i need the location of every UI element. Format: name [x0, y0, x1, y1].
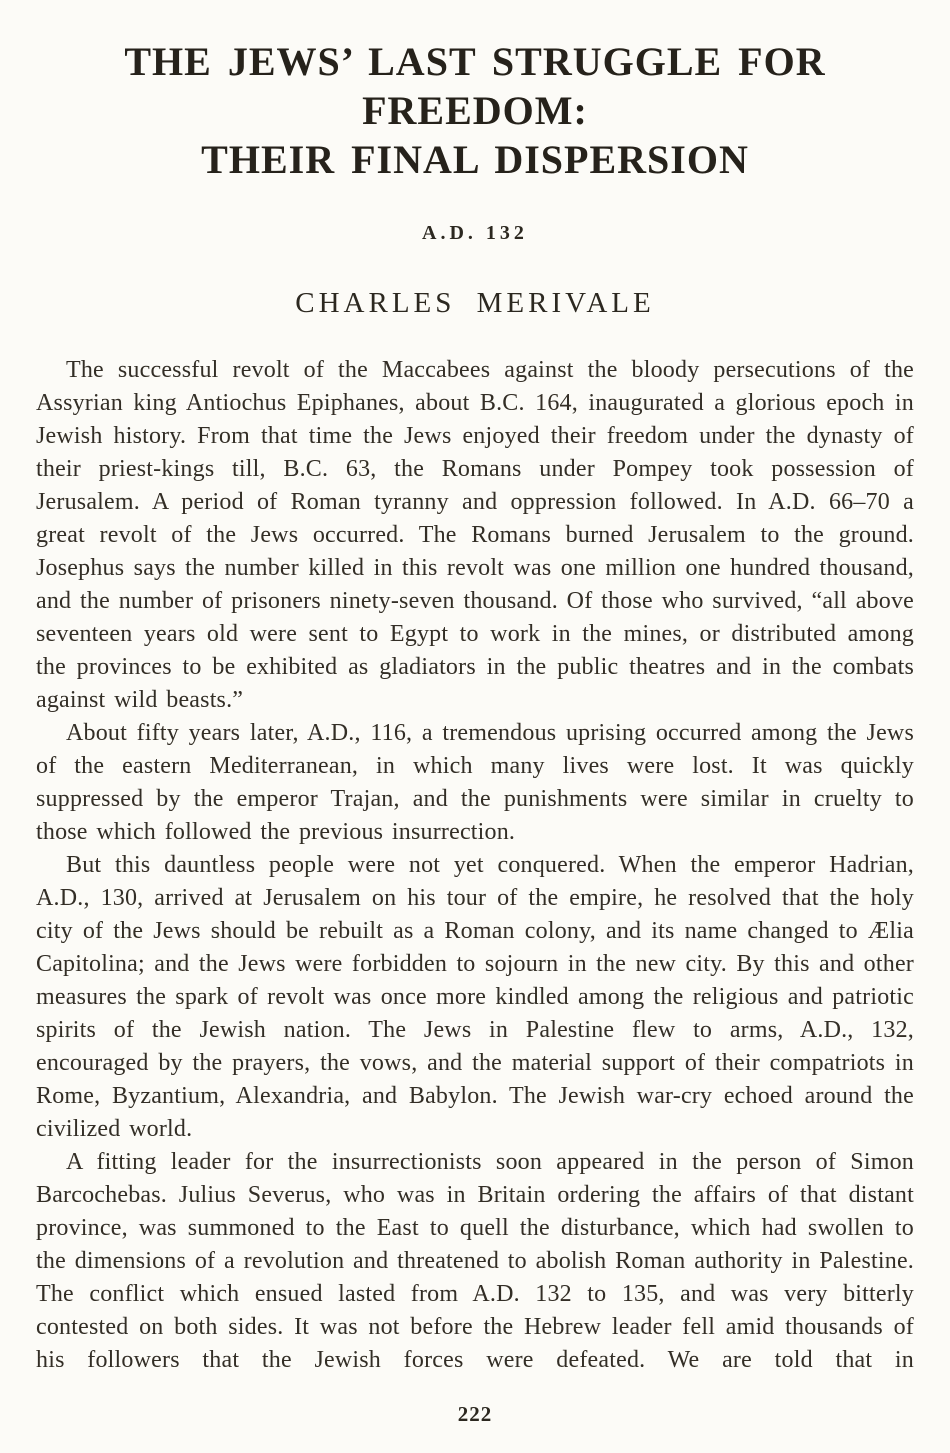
page-title — [36, 38, 914, 184]
page-title-line-1: THE JEWS’ LAST STRUGGLE FOR FREEDOM: — [124, 39, 826, 133]
page-number: 222 — [457, 1402, 493, 1426]
paragraph-1: The successful revolt of the Maccabees against the bloody persecutions of the Assyrian king Antiochus Epiphanes, about B.C. 164, inaugurated a glorious epoch in Jewish history. From that time the Jews enjoyed their freedom under the dynasty of their priest-kings till, B.C. 63, the Romans under Pompey took possession of Jerusalem. A period of Roman tyranny and oppression followed. In A.D. 66–70 a great revolt of the Jews occurred. The Romans burned Jerusalem to the ground. Josephus says the number killed in this revolt was one million one hundred thousand, and the number of prisoners ninety-seven thousand. Of those who survived, “all above seventeen years old were sent to Egypt to work in the mines, or distributed among the provinces to be exhibited as gladiators in the public theatres and in the combats against wild beasts.” — [36, 357, 914, 714]
date-heading: A.D. 132 — [422, 222, 528, 245]
author-name: CHARLES MERIVALE — [295, 287, 655, 320]
paragraph-2: About fifty years later, A.D., 116, a tremendous uprising occurred among the Jews of the eastern Mediterranean, in which many lives were lost. It was quickly suppressed by the emperor Trajan, and the punishments were similar in cruelty to those which followed the previous insurrection. — [36, 720, 914, 846]
page-title-line-2: THEIR FINAL DISPERSION — [201, 136, 749, 182]
paragraph-3: But this dauntless people were not yet conquered. When the emperor Hadrian, A.D., 130, arrived at Jerusalem on his tour of the empire, he resolved that the holy city of the Jews should be rebuilt as a Roman colony, and its name changed to Ælia Capitolina; and the Jews were forbidden to sojourn in the new city. By this and other measures the spark of revolt was once more kindled among the religious and patriotic spirits of the Jewish nation. The Jews in Palestine flew to arms, A.D., 132, encouraged by the prayers, the vows, and the material support of their compatriots in Rome, Byzantium, Alexandria, and Babylon. The Jewish war-cry echoed around the civilized world. — [36, 852, 914, 1143]
paragraph-4: A fitting leader for the insurrectionists soon appeared in the person of Simon Barcochebas. Julius Severus, who was in Britain ordering the affairs of that distant province, was summoned to the East to quell the disturbance, which had swollen to the dimensions of a revolution and threatened to abolish Roman authority in Palestine. The conflict which ensued lasted from A.D. 132 to 135, and was very bitterly contested on both sides. It was not before the Hebrew leader fell amid thousands of his followers that the Jewish forces were defeated. We are told that in — [36, 1149, 914, 1374]
body-text — [36, 354, 914, 1377]
